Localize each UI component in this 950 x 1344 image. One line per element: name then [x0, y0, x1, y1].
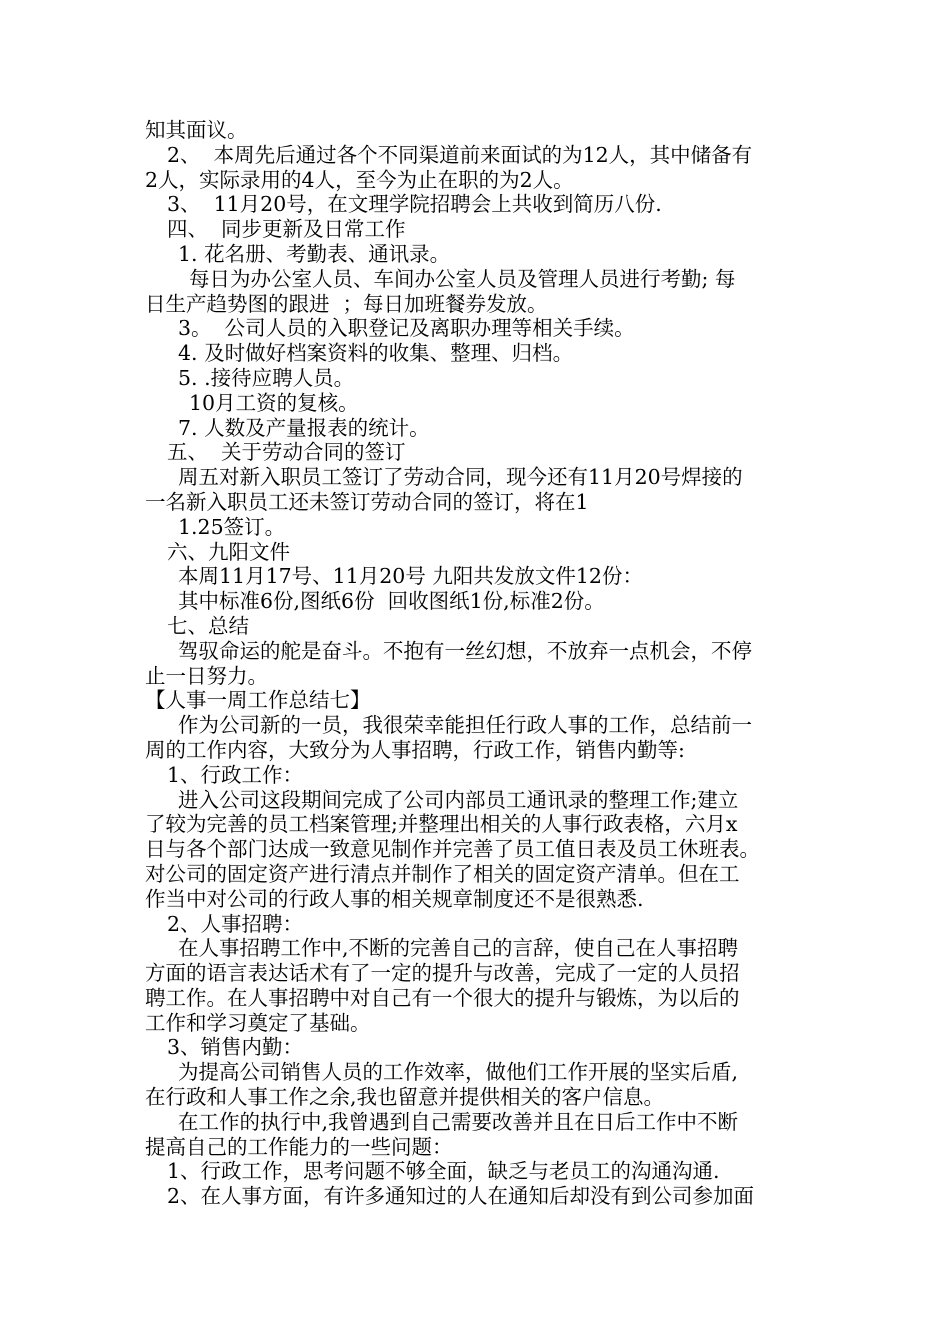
- text-line: 在人事招聘工作中,不断的完善自己的言辞，使自己在人事招聘: [178, 936, 739, 961]
- text-line: 聘工作。在人事招聘中对自己有一个很大的提升与锻炼，为以后的: [145, 985, 740, 1010]
- text-line: 作为公司新的一员，我很荣幸能担任行政人事的工作，总结前一: [178, 713, 752, 738]
- text-line: 7. 人数及产量报表的统计。: [178, 415, 430, 440]
- text-line: 六、九阳文件: [167, 539, 290, 564]
- text-line: 提高自己的工作能力的一些问题：: [145, 1134, 453, 1159]
- text-line: 2、人事招聘：: [167, 911, 304, 936]
- text-line: 工作和学习奠定了基础。: [145, 1010, 371, 1035]
- text-line: 一名新入职员工还未签订劳动合同的签订，将在1: [145, 489, 589, 514]
- text-line: 在行政和人事工作之余,我也留意并提供相关的客户信息。: [145, 1085, 665, 1110]
- text-line: 2人，实际录用的4人，至今为止在职的为2人。: [145, 167, 574, 192]
- text-line: 五、 关于劳动合同的签订: [167, 440, 406, 465]
- text-line: 进入公司这段期间完成了公司内部员工通讯录的整理工作;建立: [178, 787, 739, 812]
- text-line: 方面的语言表达话术有了一定的提升与改善，完成了一定的人员招: [145, 961, 740, 986]
- text-line: 1. 花名册、考勤表、通讯录。: [178, 241, 451, 266]
- text-line: 【人事一周工作总结七】: [145, 688, 371, 713]
- text-line: 日与各个部门达成一致意见制作并完善了员工值日表及员工休班表。: [145, 837, 760, 862]
- text-line: 止一日努力。: [145, 663, 268, 688]
- text-line: 1.25签订。: [178, 514, 286, 539]
- text-line: 本周11月17号、11月20号 九阳共发放文件12份：: [178, 564, 643, 589]
- text-line: 四、 同步更新及日常工作: [167, 217, 406, 242]
- text-line: 4. 及时做好档案资料的收集、整理、归档。: [178, 341, 574, 366]
- text-line: 驾驭命运的舵是奋斗。不抱有一丝幻想，不放弃一点机会，不停: [178, 638, 752, 663]
- text-line: 在工作的执行中,我曾遇到自己需要改善并且在日后工作中不断: [178, 1109, 739, 1134]
- document-body: [145, 118, 810, 1209]
- text-line: 周五对新入职员工签订了劳动合同，现今还有11月20号焊接的: [178, 465, 743, 490]
- text-line: 5. .接待应聘人员。: [178, 365, 355, 390]
- text-line: 1、行政工作，思考问题不够全面，缺乏与老员工的沟通沟通.: [167, 1159, 720, 1184]
- text-line: 七、总结: [167, 613, 249, 638]
- text-line: 作当中对公司的行政人事的相关规章制度还不是很熟悉.: [145, 886, 644, 911]
- text-line: 为提高公司销售人员的工作效率，做他们工作开展的坚实后盾,: [178, 1060, 739, 1085]
- text-line: 每日为办公室人员、车间办公室人员及管理人员进行考勤; 每: [189, 266, 736, 291]
- text-line: 了较为完善的员工档案管理;并整理出相关的人事行政表格，六月x: [145, 812, 738, 837]
- text-line: 2、 本周先后通过各个不同渠道前来面试的为12人，其中储备有: [167, 142, 753, 167]
- text-line: 知其面议。: [145, 118, 248, 142]
- text-line: 10月工资的复核。: [189, 390, 359, 415]
- text-line: 1、行政工作：: [167, 762, 304, 787]
- text-line: 3、销售内勤：: [167, 1035, 304, 1060]
- text-line: 3、 11月20号，在文理学院招聘会上共收到简历八份.: [167, 192, 662, 217]
- text-line: 其中标准6份,图纸6份 回收图纸1份,标准2份。: [178, 589, 605, 614]
- text-line: 周的工作内容，大致分为人事招聘，行政工作，销售内勤等:: [145, 737, 685, 762]
- text-line: 3。 公司人员的入职登记及离职办理等相关手续。: [178, 316, 635, 341]
- text-line: 2、在人事方面，有许多通知过的人在通知后却没有到公司参加面: [167, 1184, 755, 1209]
- text-line: 对公司的固定资产进行清点并制作了相关的固定资产清单。但在工: [145, 861, 740, 886]
- text-line: 日生产趋势图的跟进 ；每日加班餐券发放。: [145, 291, 548, 316]
